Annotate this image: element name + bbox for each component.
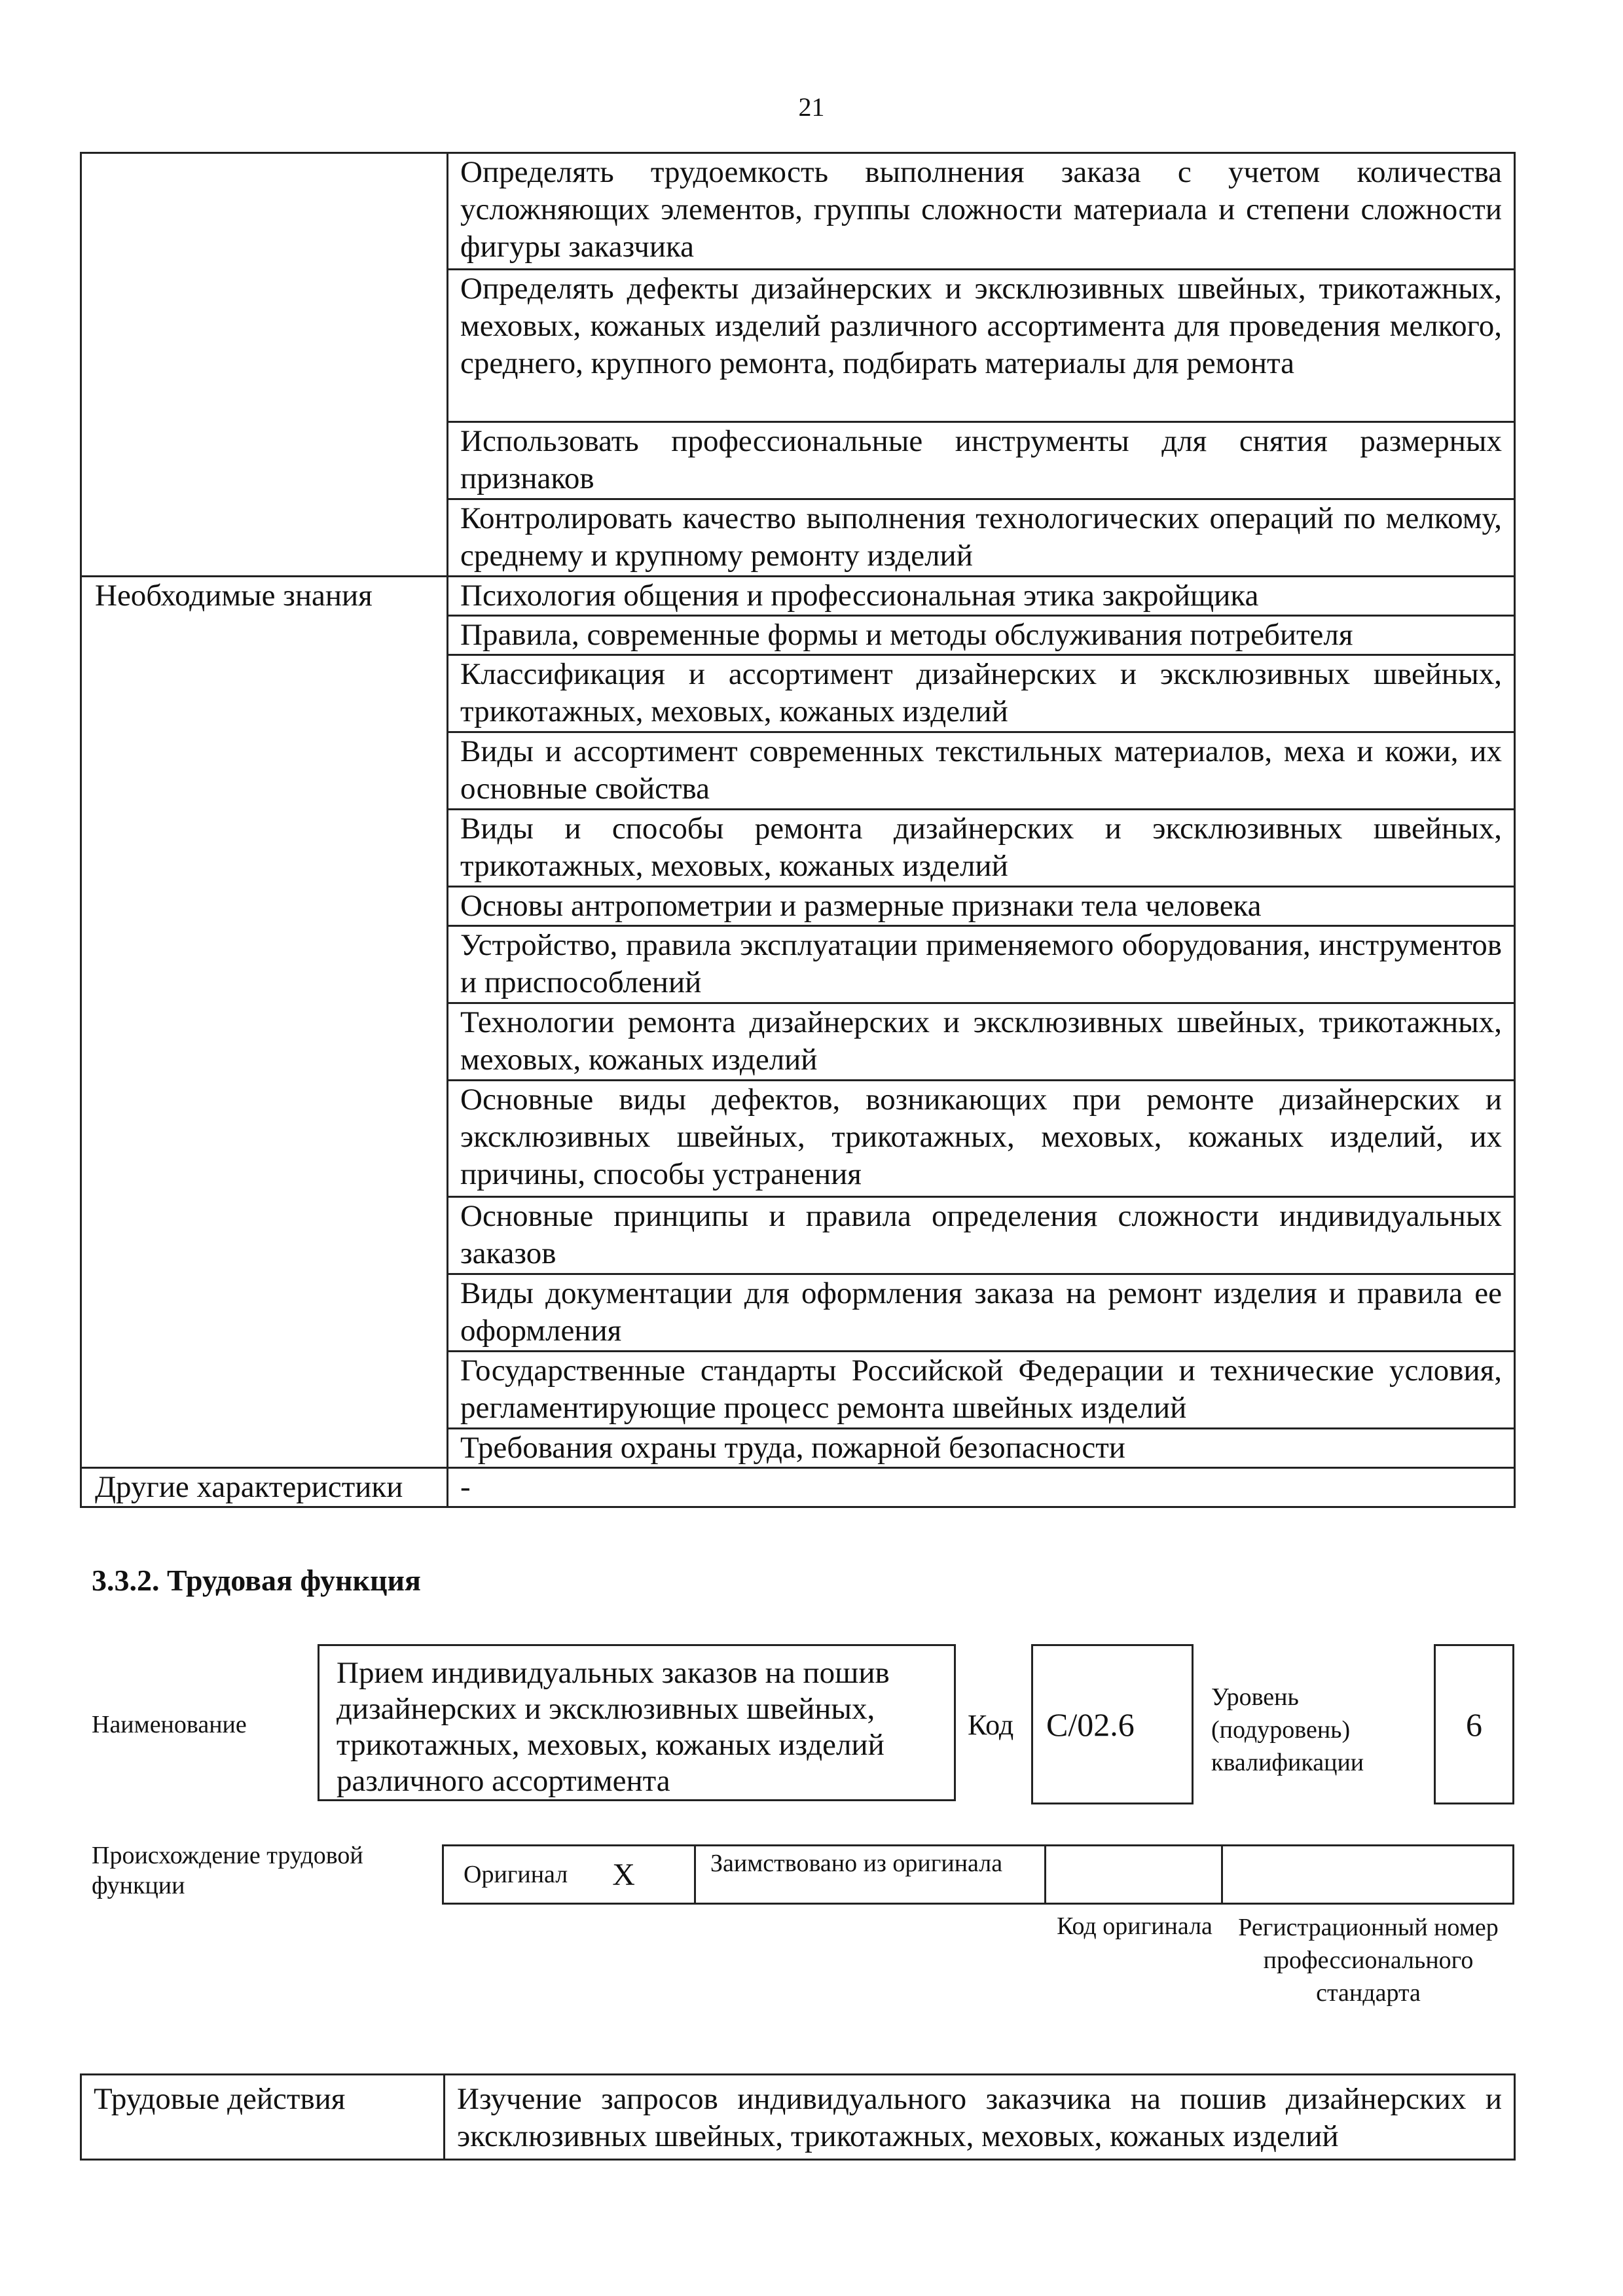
code-value: C/02.6 <box>1046 1706 1135 1743</box>
knowledge-text: Государственные стандарты Российской Федерации и технические условия, регламентирующие процесс ремонта швейных изделий <box>448 1352 1515 1429</box>
other-row <box>81 1468 1515 1507</box>
reg-number-cell <box>1223 1846 1512 1903</box>
knowledge-text: Устройство, правила эксплуатации применяемого оборудования, инструментов и приспособлений <box>448 926 1515 1003</box>
knowledge-text: Требования охраны труда, пожарной безопасности <box>448 1429 1515 1468</box>
knowledge-text: Основные виды дефектов, возникающих при ремонте дизайнерских и эксклюзивных швейных, трикотажных, меховых, кожаных изделий, их причины, способы устранения <box>448 1081 1515 1197</box>
knowledge-label: Необходимые знания <box>81 577 448 1468</box>
code-label: Код <box>968 1709 1014 1741</box>
skill-text: Определять дефекты дизайнерских и эксклюзивных швейных, трикотажных, меховых, кожаных изделий различного ассортимента для проведения мелкого, среднего, крупного ремонта, подбирать материалы для ремонта <box>448 270 1515 422</box>
actions-table <box>80 2073 1516 2161</box>
reg-number-caption: Регистрационный номер профессионального стандарта <box>1238 1914 1499 2007</box>
requirements-table <box>80 152 1516 1508</box>
knowledge-text: Основные принципы и правила определения сложности индивидуальных заказов <box>448 1197 1515 1274</box>
skill-text: Определять трудоемкость выполнения заказа с учетом количества усложняющих элементов, группы сложности материала и степени сложности фигуры заказчика <box>448 153 1515 270</box>
level-label: Уровень (подуровень) квалификации <box>1211 1683 1364 1776</box>
borrowed-cell <box>696 1846 1046 1903</box>
skill-text: Контролировать качество выполнения технологических операций по мелкому, среднему и крупному ремонту изделий <box>448 499 1515 577</box>
knowledge-text: Классификация и ассортимент дизайнерских и эксклюзивных швейных, трикотажных, меховых, кожаных изделий <box>448 655 1515 732</box>
section-title: 3.3.2. Трудовая функция <box>92 1564 421 1597</box>
name-box <box>318 1644 956 1801</box>
other-label: Другие характеристики <box>81 1468 448 1507</box>
code-box <box>1031 1644 1194 1804</box>
knowledge-text: Виды и способы ремонта дизайнерских и эксклюзивных швейных, трикотажных, меховых, кожаных изделий <box>448 810 1515 887</box>
action-row <box>81 2075 1515 2160</box>
skill-row <box>81 153 1515 270</box>
origin-label: Происхождение трудовой функции <box>92 1842 363 1899</box>
knowledge-row <box>81 577 1515 616</box>
knowledge-text: Правила, современные формы и методы обслуживания потребителя <box>448 616 1515 655</box>
code-original-cell <box>1046 1846 1223 1903</box>
origin-row <box>442 1844 1514 1905</box>
knowledge-text: Виды документации для оформления заказа на ремонт изделия и правила ее оформления <box>448 1274 1515 1352</box>
original-label: Оригинал <box>464 1861 568 1888</box>
borrowed-label: Заимствовано из оригинала <box>710 1850 1003 1877</box>
other-value: - <box>448 1468 1515 1507</box>
level-value: 6 <box>1466 1706 1482 1743</box>
action-text: Изучение запросов индивидуального заказчика на пошив дизайнерских и эксклюзивных швейных, трикотажных, меховых, кожаных изделий <box>445 2075 1515 2160</box>
code-original-caption: Код оригинала <box>1057 1912 1213 1940</box>
level-box <box>1434 1644 1514 1804</box>
knowledge-text: Психология общения и профессиональная этика закройщика <box>448 577 1515 616</box>
name-value: Прием индивидуальных заказов на пошив дизайнерских и эксклюзивных швейных, трикотажных, меховых, кожаных изделий различного ассортимента <box>337 1656 890 1798</box>
knowledge-text: Виды и ассортимент современных текстильных материалов, меха и кожи, их основные свойства <box>448 732 1515 810</box>
name-label: Наименование <box>92 1711 247 1738</box>
skills-label-cell <box>81 153 448 577</box>
original-mark: X <box>612 1857 635 1892</box>
actions-label: Трудовые действия <box>81 2075 445 2160</box>
skill-text: Использовать профессиональные инструменты для снятия размерных признаков <box>448 422 1515 499</box>
page-number: 21 <box>798 92 825 122</box>
original-cell <box>444 1846 696 1903</box>
knowledge-text: Технологии ремонта дизайнерских и эксклюзивных швейных, трикотажных, меховых, кожаных изделий <box>448 1003 1515 1081</box>
knowledge-text: Основы антропометрии и размерные признаки тела человека <box>448 887 1515 926</box>
